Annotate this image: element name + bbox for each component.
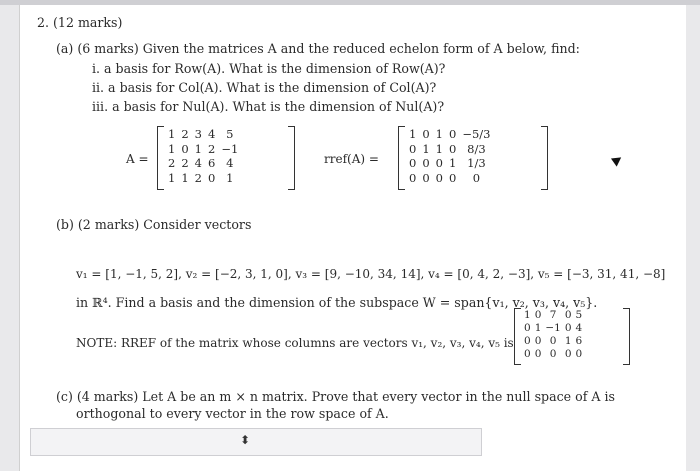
rref-a-cell: 0 xyxy=(448,127,457,141)
matrix-a-table xyxy=(165,127,241,185)
rref-b-cell: 0 xyxy=(534,348,542,360)
matrix-a-cell: 4 xyxy=(226,156,234,170)
rref-a-cell: 1 xyxy=(435,141,443,156)
matrix-a-cell: 1 xyxy=(181,170,189,185)
rref-a-cell: 0 xyxy=(409,156,417,170)
rref-a-cell: 1 xyxy=(409,127,417,141)
rref-a-cell: 0 xyxy=(448,141,457,156)
rref-b-cell: 0 xyxy=(564,348,572,360)
question-number: 2. (12 marks) xyxy=(37,15,123,30)
rref-a-row xyxy=(406,127,493,142)
matrix-a-cell: 2 xyxy=(168,156,176,170)
matrix-a-cell: 1 xyxy=(168,127,176,141)
part-a-item-2: ii. a basis for Col(A). What is the dimension of Col(A)? xyxy=(92,80,437,95)
matrix-a-cell: −1 xyxy=(221,141,239,156)
rref-b-table xyxy=(522,309,584,361)
rref-b-cell: 0 xyxy=(524,322,531,334)
rref-b-cell: −1 xyxy=(545,322,561,334)
spinner-arrows-icon[interactable]: ⬍ xyxy=(240,433,251,447)
rref-b-cell: 1 xyxy=(534,322,542,334)
rref-a-matrix xyxy=(398,126,548,190)
rref-b-cell: 0 xyxy=(524,348,531,360)
rref-b-cell: 0 xyxy=(564,322,572,334)
matrix-a-row xyxy=(165,171,241,186)
rref-b-cell: 0 xyxy=(549,348,557,360)
part-b-intro: (b) (2 marks) Consider vectors xyxy=(56,217,252,232)
rref-a-cell: 0 xyxy=(472,170,481,185)
matrix-a-cell: 2 xyxy=(181,127,189,141)
rref-b-cell: 5 xyxy=(575,309,583,321)
rref-b-cell: 6 xyxy=(575,335,583,347)
mouse-cursor-icon xyxy=(611,153,624,166)
matrix-a-label: A = xyxy=(126,152,149,166)
part-a-intro: (a) (6 marks) Given the matrices A and the reduced echelon form of A below, find: xyxy=(56,41,580,56)
rref-a-cell: 1 xyxy=(448,156,457,170)
matrix-a-cell: 1 xyxy=(226,170,234,185)
rref-a-cell: 1 xyxy=(422,141,430,156)
answer-dropdown[interactable] xyxy=(30,428,482,456)
rref-a-cell: 0 xyxy=(435,156,443,170)
rref-a-cell: 0 xyxy=(409,141,417,156)
rref-a-cell: 0 xyxy=(435,170,443,185)
matrix-a xyxy=(157,126,295,190)
part-b-task: in ℝ⁴. Find a basis and the dimension of the subspace W = span{v₁, v₂, v₃, v₄, v₅}. xyxy=(76,295,598,310)
rref-a-row xyxy=(406,156,493,171)
rref-b-cell: 0 xyxy=(575,348,583,360)
rref-a-cell: 1/3 xyxy=(467,156,486,170)
rref-b-cell: 0 xyxy=(549,335,557,347)
rref-a-cell: −5/3 xyxy=(462,127,491,141)
rref-b-cell: 1 xyxy=(564,335,572,347)
rref-a-cell: 0 xyxy=(422,127,430,141)
matrix-a-cell: 5 xyxy=(226,127,234,141)
rref-a-row xyxy=(406,171,493,186)
part-b-vectors: v₁ = [1, −1, 5, 2], v₂ = [−2, 3, 1, 0], v₃ = [9, −10, 34, 14], v₄ = [0, 4, 2, −3], v₅ = [−3, 31, 41, −8] xyxy=(76,267,666,281)
rref-a-cell: 0 xyxy=(422,156,430,170)
matrix-a-cell: 6 xyxy=(207,156,216,170)
part-b-note: NOTE: RREF of the matrix whose columns are vectors v₁, v₂, v₃, v₄, v₅ is xyxy=(76,336,514,350)
matrix-a-cell: 4 xyxy=(194,156,202,170)
matrix-a-cell: 2 xyxy=(181,156,189,170)
rref-b-cell: 0 xyxy=(534,335,542,347)
matrix-a-cell: 0 xyxy=(181,141,189,156)
matrix-a-row xyxy=(165,156,241,171)
matrix-a-cell: 1 xyxy=(194,141,202,156)
question-panel xyxy=(19,5,686,471)
matrix-a-cell: 3 xyxy=(194,127,202,141)
matrix-a-cell: 4 xyxy=(207,127,216,141)
rref-a-cell: 1 xyxy=(435,127,443,141)
rref-a-cell: 0 xyxy=(448,170,457,185)
rref-b-cell: 0 xyxy=(564,309,572,321)
rref-a-cell: 0 xyxy=(422,170,430,185)
part-c-line-2: orthogonal to every vector in the row space of A. xyxy=(76,406,389,421)
rref-b-row xyxy=(522,335,584,348)
rref-a-row xyxy=(406,142,493,157)
rref-a-cell: 8/3 xyxy=(467,141,486,156)
rref-b-cell: 0 xyxy=(534,309,542,321)
part-a-item-1: i. a basis for Row(A). What is the dimension of Row(A)? xyxy=(92,61,446,76)
rref-b-cell: 0 xyxy=(524,335,531,347)
rref-b-cell: 7 xyxy=(549,309,557,321)
matrix-a-row xyxy=(165,142,241,157)
matrix-a-cell: 0 xyxy=(207,170,216,185)
rref-b-row xyxy=(522,348,584,361)
rref-b-row xyxy=(522,322,584,335)
part-c-line-1: (c) (4 marks) Let A be an m × n matrix. Prove that every vector in the null space of A is xyxy=(56,389,615,404)
rref-b-cell: 4 xyxy=(575,322,583,334)
rref-a-table xyxy=(406,127,493,185)
part-a-item-3: iii. a basis for Nul(A). What is the dimension of Nul(A)? xyxy=(92,99,445,114)
matrix-a-cell: 1 xyxy=(168,170,176,185)
matrix-a-cell: 2 xyxy=(194,170,202,185)
rref-b-matrix xyxy=(514,308,630,365)
rref-a-label: rref(A) = xyxy=(324,152,379,166)
rref-b-row xyxy=(522,309,584,322)
matrix-a-row xyxy=(165,127,241,142)
matrix-a-cell: 2 xyxy=(207,141,216,156)
rref-b-cell: 1 xyxy=(524,309,531,321)
matrix-a-cell: 1 xyxy=(168,141,176,156)
rref-a-cell: 0 xyxy=(409,170,417,185)
